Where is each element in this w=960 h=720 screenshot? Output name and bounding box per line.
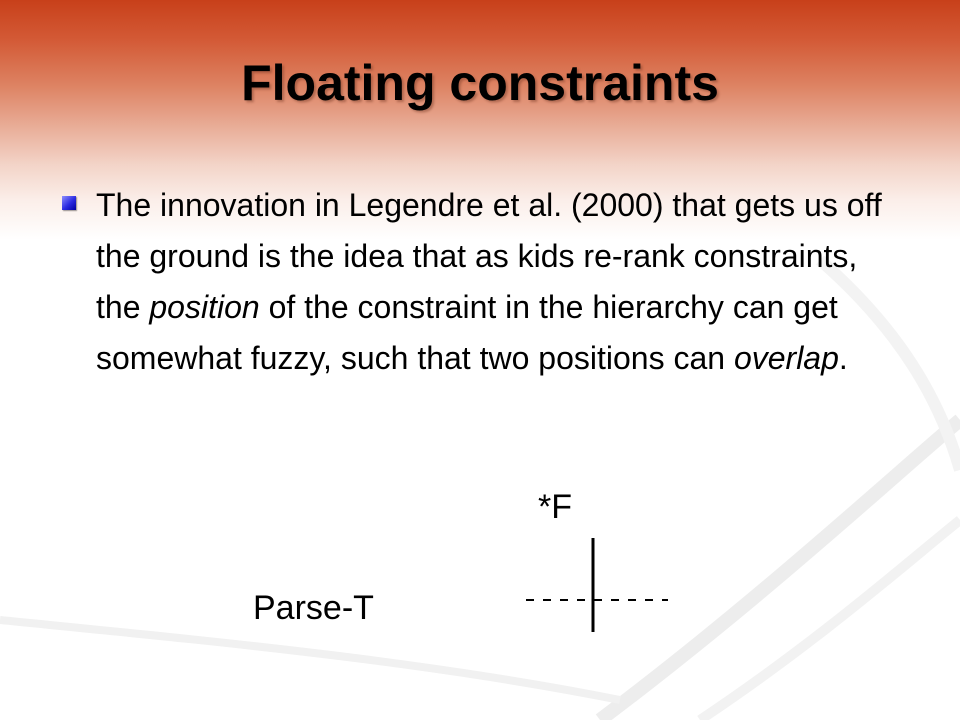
constraint-label-parse-t: Parse-T <box>253 589 374 627</box>
bullet-emphasis-position: position <box>149 289 260 325</box>
slide-title: Floating constraints <box>241 55 719 111</box>
bullet-emphasis-overlap: overlap <box>733 340 839 376</box>
bullet-text-part: . <box>838 340 848 376</box>
bullet-text-part: The innovation in Legendre et al. (2000) that gets us off the ground is the idea that as kids re-rank constraints, the <box>96 187 882 325</box>
constraint-label-f: *F <box>538 488 572 526</box>
bullet-text-part: of the constraint in the hierarchy can get somewhat fuzzy, such that two positions can <box>96 289 838 376</box>
